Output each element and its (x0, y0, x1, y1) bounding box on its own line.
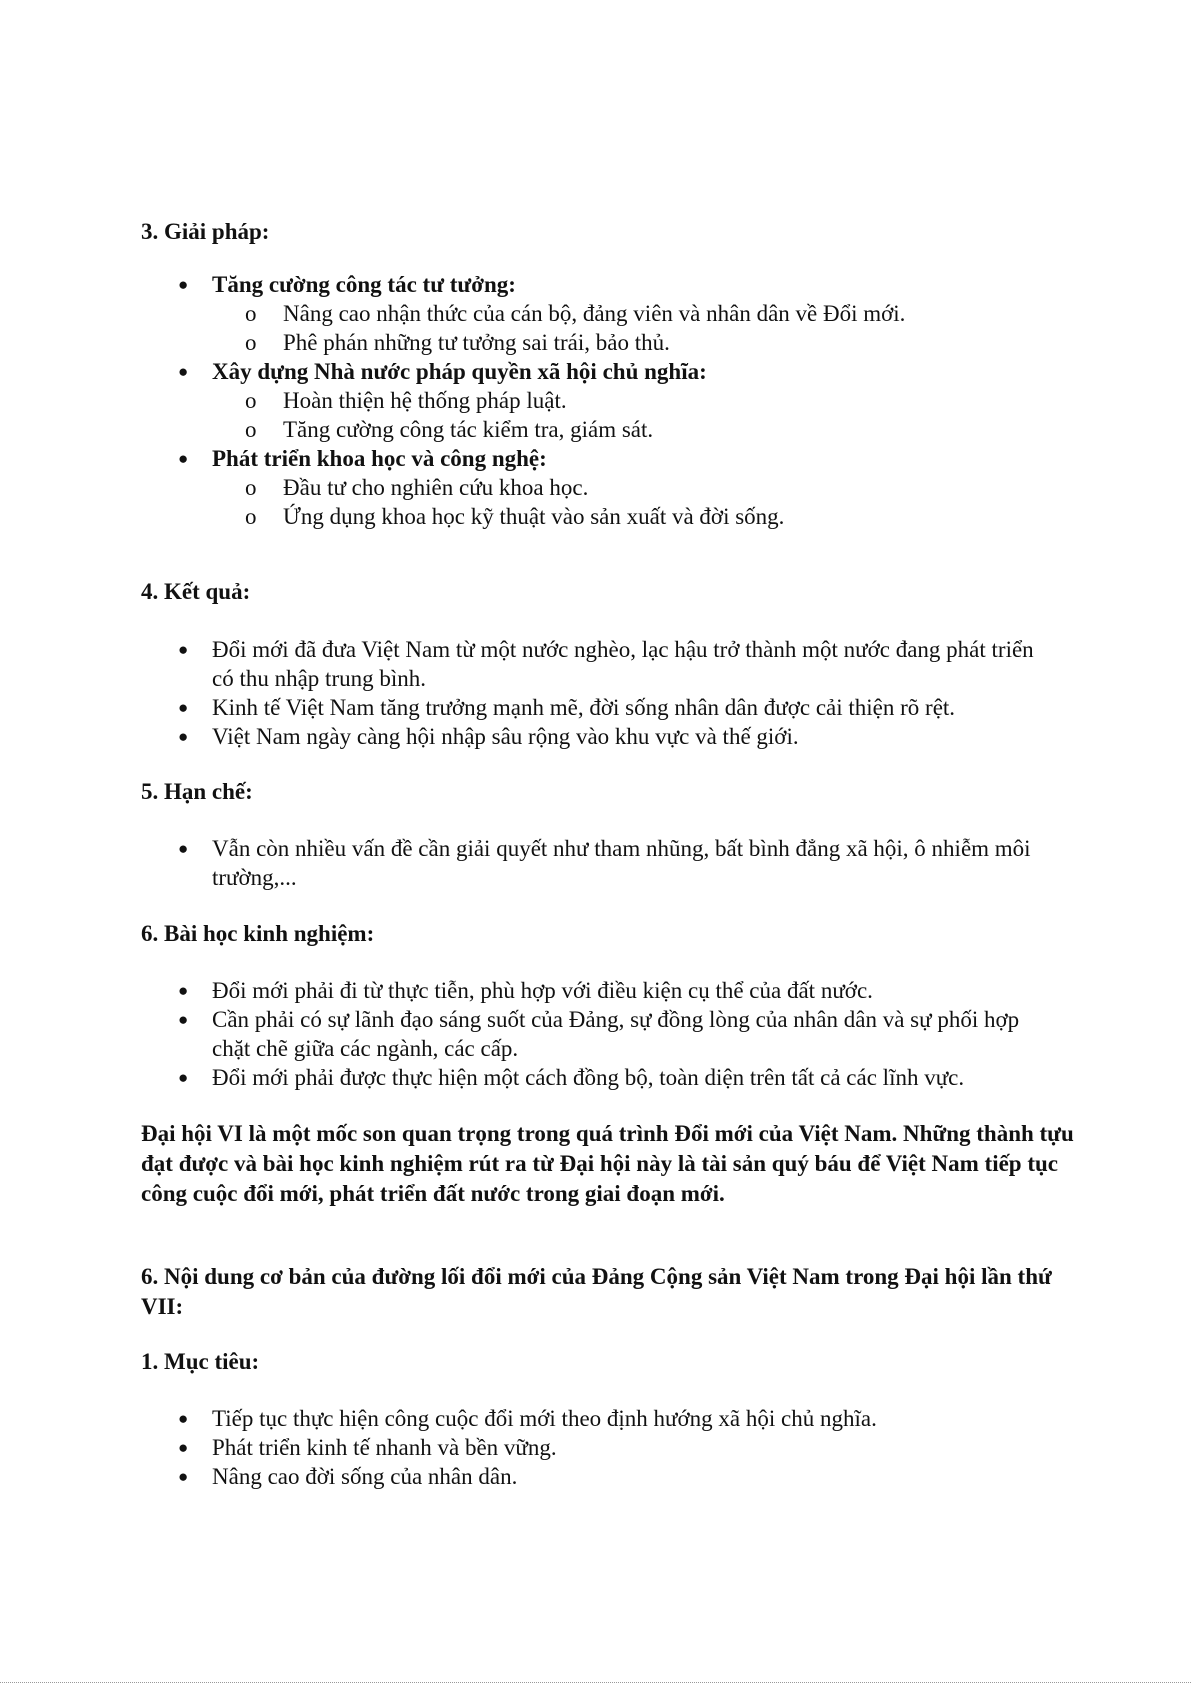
section-heading: 6. Nội dung cơ bản của đường lối đổi mới của Đảng Cộng sản Việt Nam trong Đại hội lần thứ VII: (141, 1264, 1052, 1319)
giai-phap-list (141, 270, 1061, 531)
section-heading: 3. Giải pháp: (141, 219, 270, 244)
bai-hoc-list (141, 976, 1061, 1092)
section-heading: 4. Kết quả: (141, 579, 251, 604)
sub-list-item: o Hoàn thiện hệ thống pháp luật. (212, 386, 1061, 415)
list-item: ● Tiếp tục thực hiện công cuộc đổi mới theo định hướng xã hội chủ nghĩa. (141, 1404, 1061, 1433)
section-noi-dung (141, 1262, 1061, 1322)
list-item: ● Đổi mới đã đưa Việt Nam từ một nước nghèo, lạc hậu trở thành một nước đang phát triển có thu nhập trung bình. (141, 635, 1061, 693)
list-item (141, 357, 1061, 444)
group-title: Xây dựng Nhà nước pháp quyền xã hội chủ nghĩa: (212, 359, 707, 384)
conclusion-text: Đại hội VI là một mốc son quan trọng trong quá trình Đổi mới của Việt Nam. Những thành tựu đạt được và bài học kinh nghiệm rút ra từ Đại hội này là tài sản quý báu để Việt Nam tiếp tục công cuộc đổi mới, phát triển đất nước trong giai đoạn mới. (141, 1121, 1074, 1206)
sub-list-item: o Đầu tư cho nghiên cứu khoa học. (212, 473, 1061, 502)
sub-list-item: o Phê phán những tư tưởng sai trái, bảo thủ. (212, 328, 1061, 357)
han-che-list (141, 834, 1061, 892)
section-han-che (141, 777, 1061, 807)
list-item: ● Việt Nam ngày càng hội nhập sâu rộng vào khu vực và thế giới. (141, 722, 1061, 751)
page-bottom-rule (0, 1682, 1191, 1683)
section-heading: 5. Hạn chế: (141, 779, 253, 804)
section-bai-hoc (141, 919, 1061, 949)
list-item: ● Nâng cao đời sống của nhân dân. (141, 1462, 1061, 1491)
section-heading: 1. Mục tiêu: (141, 1349, 260, 1374)
section-giai-phap (141, 217, 1061, 247)
list-item: ● Cần phải có sự lãnh đạo sáng suốt của Đảng, sự đồng lòng của nhân dân và sự phối hợp chặt chẽ giữa các ngành, các cấp. (141, 1005, 1061, 1063)
ket-qua-list (141, 635, 1061, 751)
sub-list-item: o Ứng dụng khoa học kỹ thuật vào sản xuất và đời sống. (212, 502, 1061, 531)
list-item: ● Kinh tế Việt Nam tăng trưởng mạnh mẽ, đời sống nhân dân được cải thiện rõ rệt. (141, 693, 1061, 722)
section-heading: 6. Bài học kinh nghiệm: (141, 921, 375, 946)
muc-tieu-list (141, 1404, 1061, 1491)
sub-list-item: o Nâng cao nhận thức của cán bộ, đảng viên và nhân dân về Đổi mới. (212, 299, 1061, 328)
list-item (141, 270, 1061, 357)
group-title: Tăng cường công tác tư tưởng: (212, 272, 516, 297)
section-ket-qua (141, 577, 1061, 607)
conclusion-paragraph (141, 1119, 1076, 1209)
list-item: ● Vẫn còn nhiều vấn đề cần giải quyết như tham nhũng, bất bình đẳng xã hội, ô nhiễm môi trường,... (141, 834, 1061, 892)
section-muc-tieu (141, 1347, 1061, 1377)
group-title: Phát triển khoa học và công nghệ: (212, 446, 547, 471)
list-item: ● Phát triển kinh tế nhanh và bền vững. (141, 1433, 1061, 1462)
sub-list-item: o Tăng cường công tác kiểm tra, giám sát. (212, 415, 1061, 444)
list-item: ● Đổi mới phải đi từ thực tiễn, phù hợp với điều kiện cụ thể của đất nước. (141, 976, 1061, 1005)
list-item (141, 444, 1061, 531)
list-item: ● Đổi mới phải được thực hiện một cách đồng bộ, toàn diện trên tất cả các lĩnh vực. (141, 1063, 1061, 1092)
